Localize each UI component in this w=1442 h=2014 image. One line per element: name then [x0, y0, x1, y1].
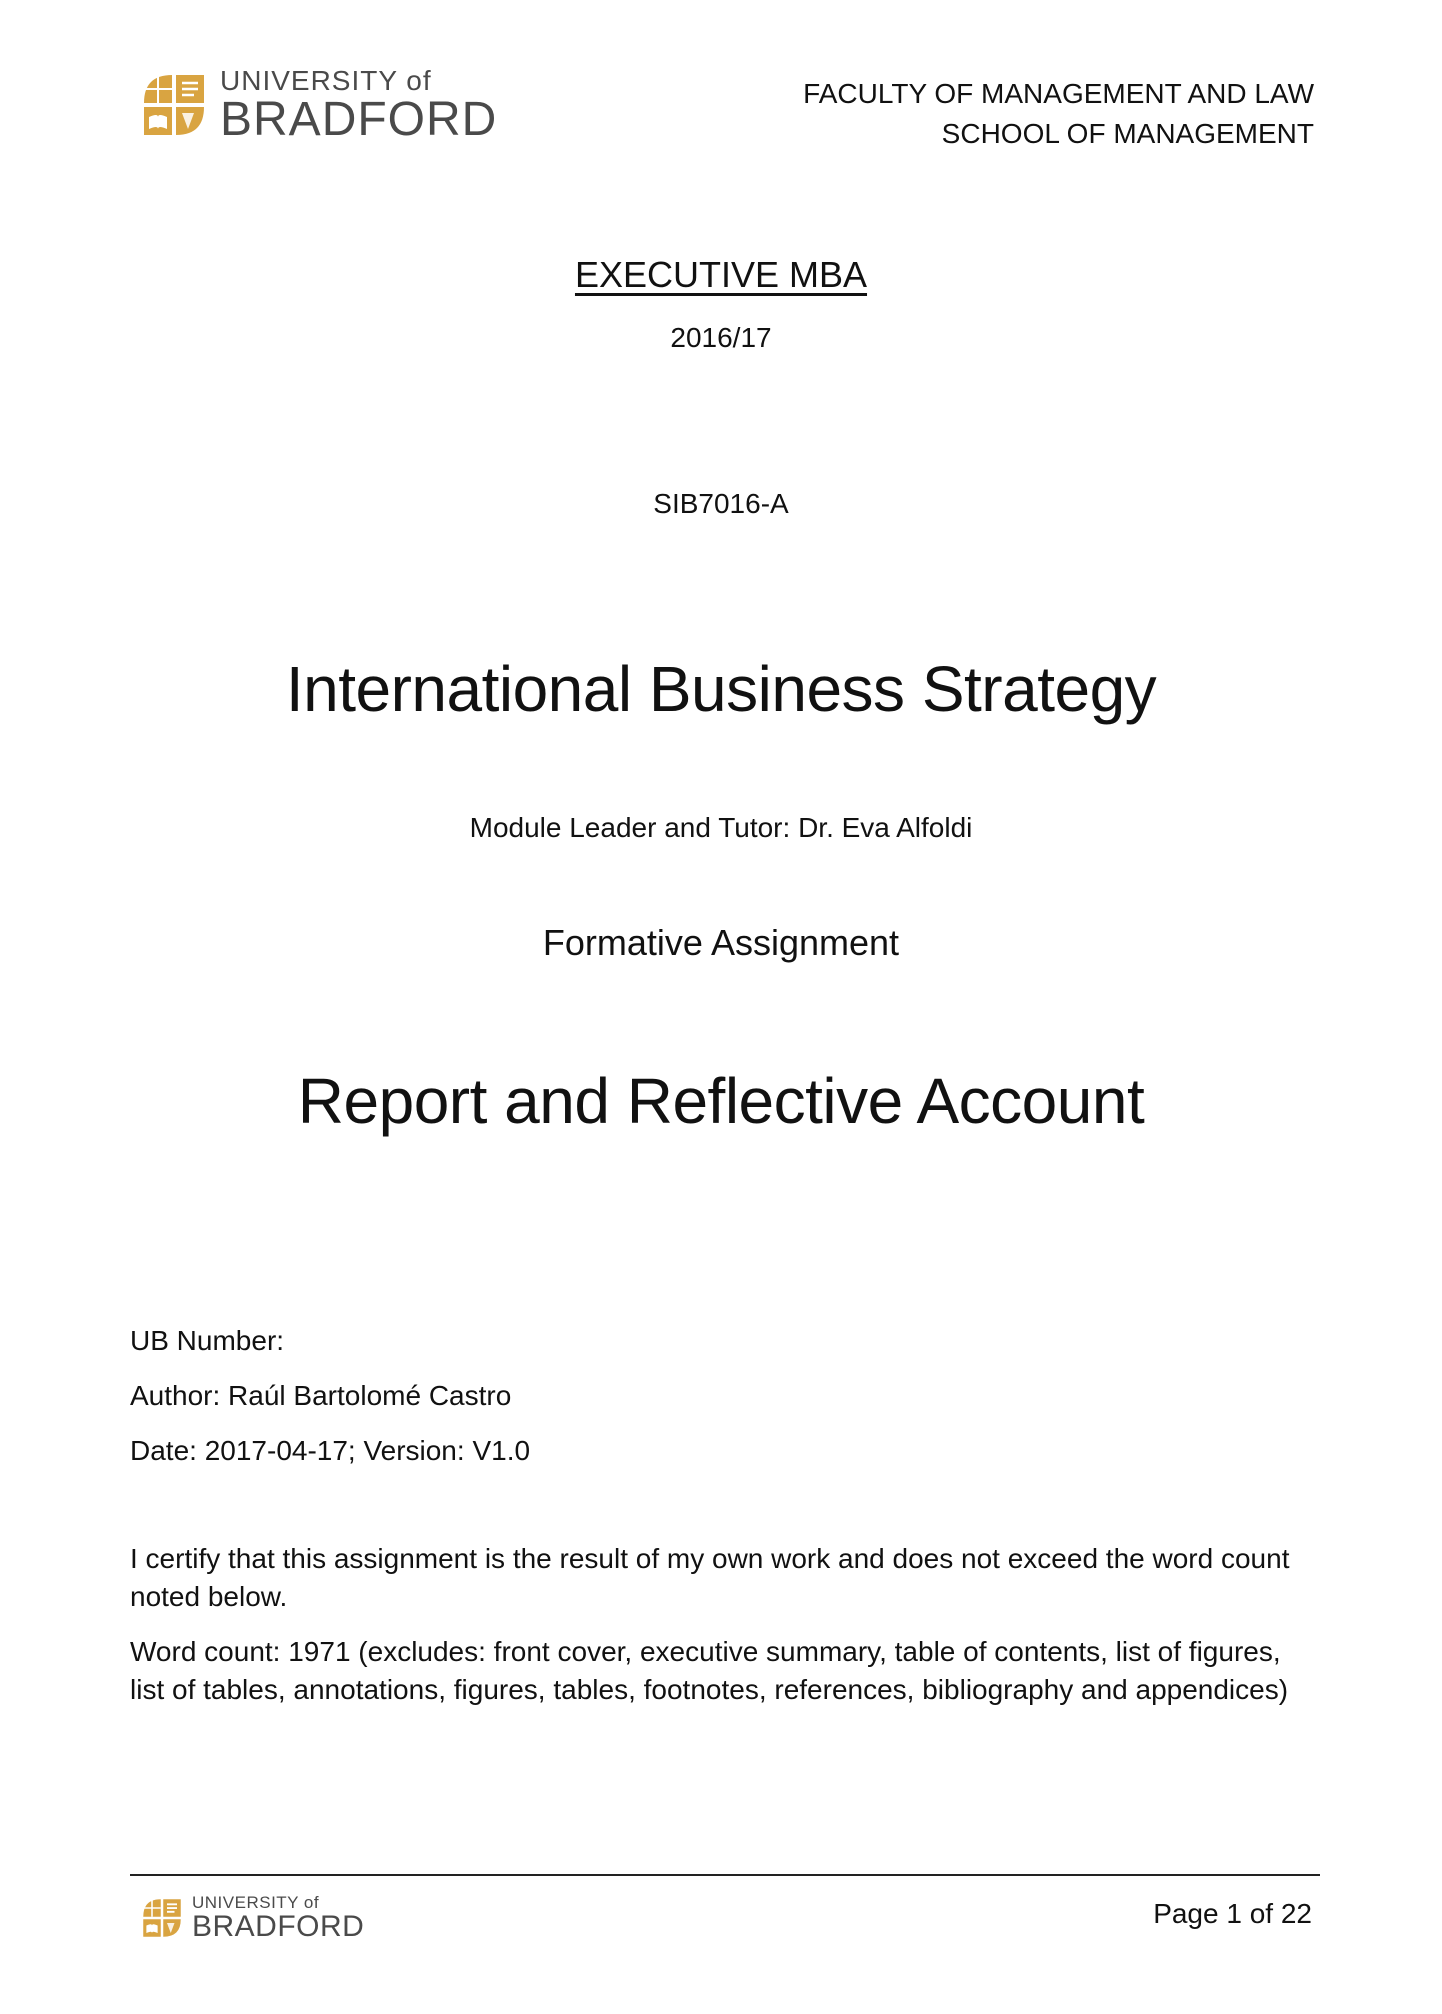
university-logo	[142, 66, 497, 144]
report-title: Report and Reflective Account	[297, 1065, 1145, 1137]
word-count: Word count: 1971 (excludes: front cover, executive summary, table of contents, list of figures, list of tables, annotations, figures, tables, footnotes, references, bibliography and appendices)	[130, 1636, 1289, 1705]
author: Author: Raúl Bartolomé Castro	[130, 1380, 512, 1411]
university-crest-icon	[142, 73, 206, 137]
footer-divider	[130, 1874, 1320, 1876]
assignment-type: Formative Assignment	[542, 922, 900, 963]
page-number: Page 1 of 22	[1153, 1898, 1312, 1929]
certification-statement: I certify that this assignment is the result of my own work and does not exceed the word count noted below.	[130, 1543, 1290, 1612]
footer-logo-university-text: UNIVERSITY of	[192, 1893, 320, 1912]
ub-number: UB Number:	[130, 1325, 285, 1356]
module-tutor: Module Leader and Tutor: Dr. Eva Alfoldi	[469, 812, 973, 843]
footer-crest-icon	[142, 1898, 182, 1938]
academic-year: 2016/17	[670, 322, 772, 353]
faculty-name: FACULTY OF MANAGEMENT AND LAW	[803, 78, 1314, 109]
faculty-block	[803, 74, 1314, 154]
footer-university-logo	[142, 1894, 364, 1942]
module-code: SIB7016-A	[653, 488, 789, 519]
school-name: SCHOOL OF MANAGEMENT	[941, 118, 1314, 149]
date-version: Date: 2017-04-17; Version: V1.0	[130, 1435, 531, 1466]
programme-title: EXECUTIVE MBA	[574, 254, 868, 295]
logo-bradford-text: BRADFORD	[220, 93, 498, 146]
footer-logo-bradford-text: BRADFORD	[192, 1910, 365, 1943]
module-title: International Business Strategy	[285, 653, 1157, 725]
logo-university-text: UNIVERSITY of	[220, 65, 432, 96]
